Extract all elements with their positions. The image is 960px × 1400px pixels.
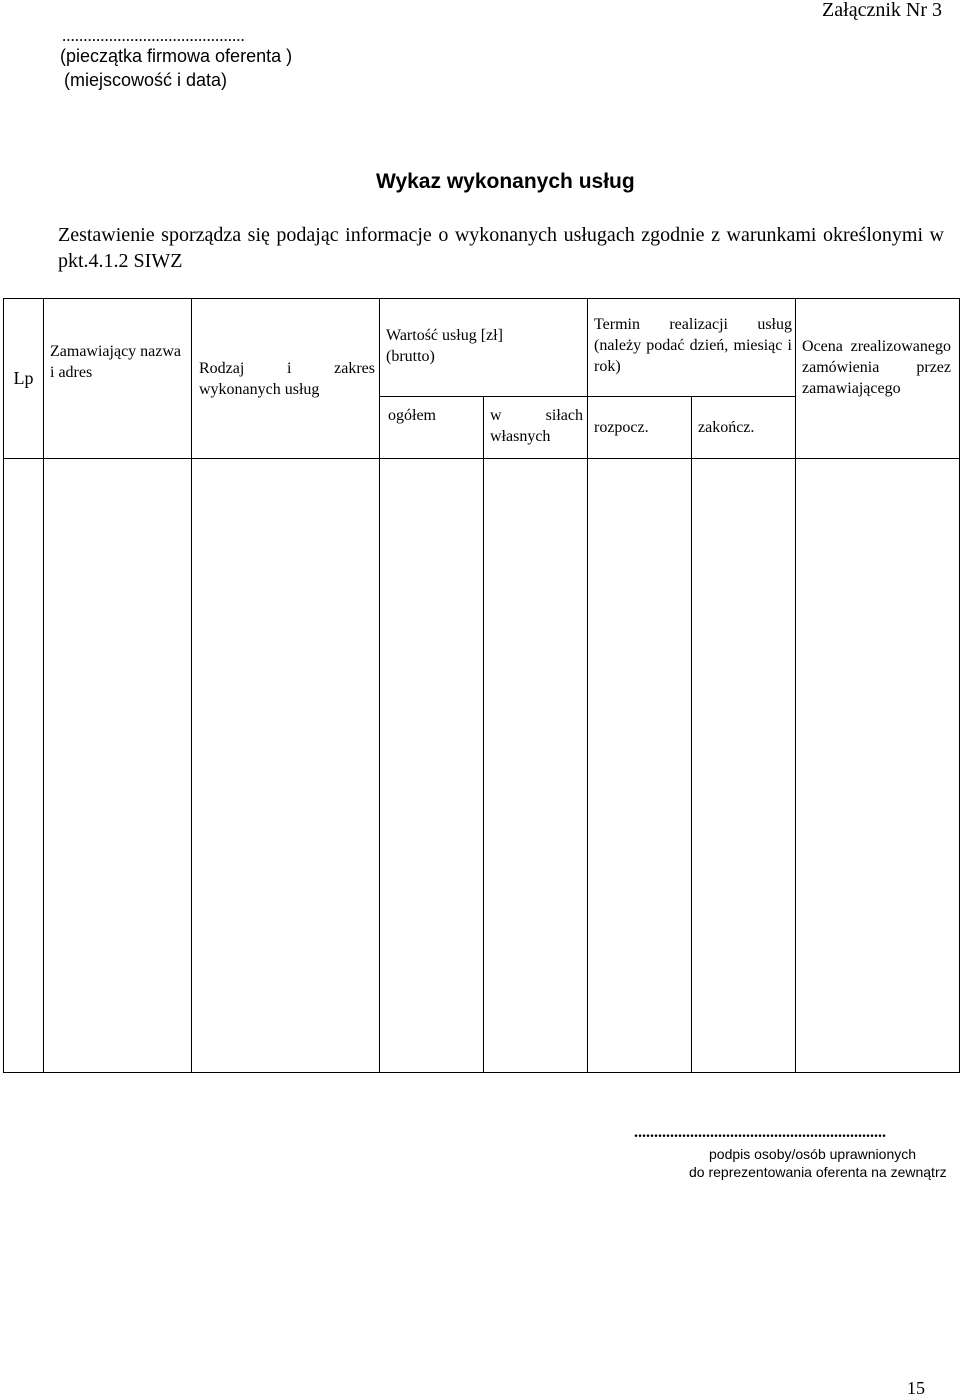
cell-client[interactable]	[44, 459, 192, 1073]
document-title: Wykaz wykonanych usług	[376, 170, 635, 193]
page-number: 15	[907, 1378, 925, 1398]
cell-term-end[interactable]	[692, 459, 796, 1073]
header-term-start	[588, 397, 692, 459]
header-client-label: Zamawiający nazwa i adres	[50, 343, 182, 381]
intro-paragraph: Zestawienie sporządza się podając informacje o wykonanych usługach zgodnie z warunkami określonymi w pkt.4.1.2 SIWZ	[58, 224, 944, 272]
signature-dots-line: ...............................................................	[634, 1124, 886, 1141]
cell-value-own[interactable]	[484, 459, 588, 1073]
services-table	[3, 298, 960, 1073]
place-date-label: (miejscowość i data)	[64, 70, 228, 90]
header-term-end-label: zakończ.	[698, 419, 755, 436]
header-value-group	[380, 299, 588, 397]
stamp-dots-line: ...........................................	[62, 26, 245, 45]
header-value-total	[380, 397, 484, 459]
header-term-end	[692, 397, 796, 459]
header-value-group-label: Wartość usług [zł] (brutto)	[386, 327, 503, 365]
header-term-start-label: rozpocz.	[594, 419, 649, 436]
header-lp	[4, 299, 44, 459]
header-rating	[796, 299, 960, 459]
header-lp-label: Lp	[13, 368, 34, 388]
header-value-total-label: ogółem	[388, 407, 436, 424]
signature-caption-line2: do reprezentowania oferenta na zewnątrz	[689, 1164, 947, 1180]
cell-lp[interactable]	[4, 459, 44, 1073]
header-value-own	[484, 397, 588, 459]
header-term-group-label: Termin realizacji usług (należy podać dzień, miesiąc i rok)	[594, 316, 792, 375]
header-scope	[192, 299, 380, 459]
cell-scope[interactable]	[192, 459, 380, 1073]
signature-caption-line1: podpis osoby/osób uprawnionych	[709, 1146, 917, 1162]
company-stamp-label: (pieczątka firmowa oferenta )	[60, 46, 293, 66]
header-term-group	[588, 299, 796, 397]
header-rating-label: Ocena zrealizowanego zamówienia przez zamawiającego	[802, 338, 951, 397]
header-scope-label: Rodzaj i zakres wykonanych usług	[199, 360, 375, 398]
header-value-own-label: w siłach własnych	[490, 407, 583, 445]
cell-term-start[interactable]	[588, 459, 692, 1073]
cell-value-total[interactable]	[380, 459, 484, 1073]
annex-label: Załącznik Nr 3	[822, 0, 942, 21]
header-client	[44, 299, 192, 459]
table-row	[4, 459, 960, 1073]
cell-rating[interactable]	[796, 459, 960, 1073]
